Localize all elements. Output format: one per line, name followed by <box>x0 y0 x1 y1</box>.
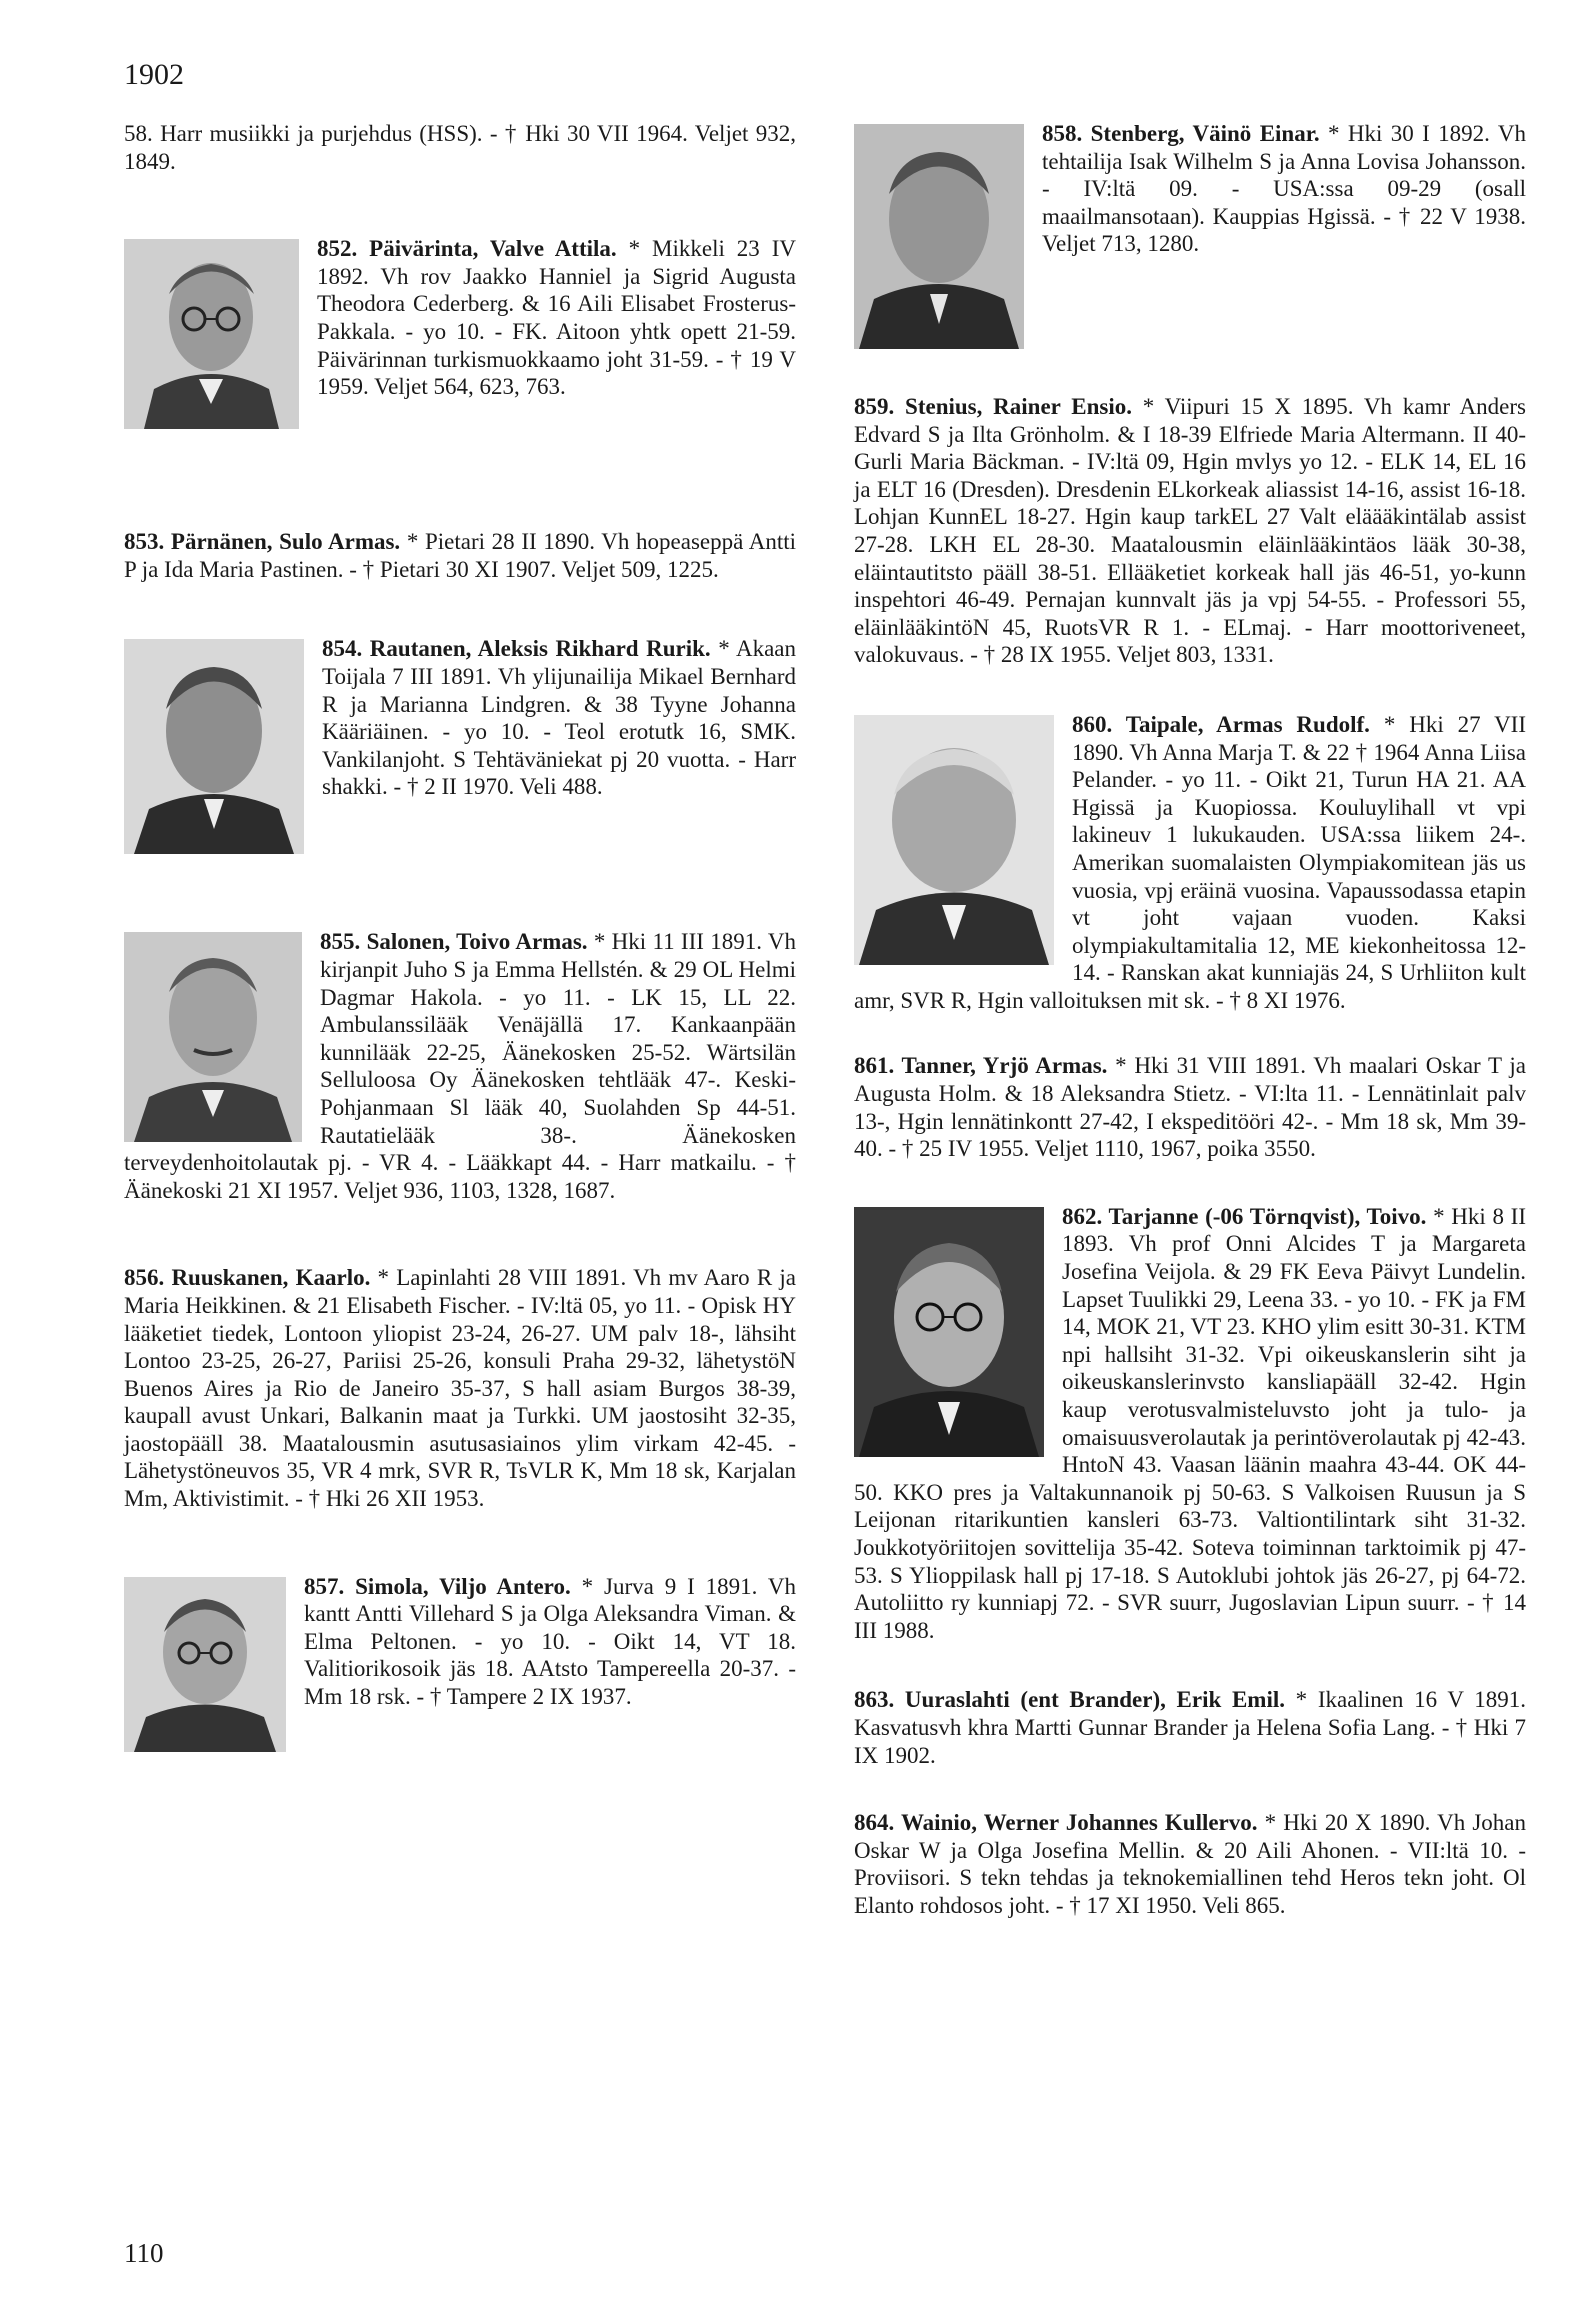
entry-text: * Pietari 28 II 1890. Vh hopeaseppä Antti P ja Ida Maria Pastinen. - † Pietari 30 XI 1907. Veljet 509, 1225. <box>124 529 796 582</box>
portrait-photo <box>854 124 1024 349</box>
portrait-photo <box>124 639 304 854</box>
entry-857 <box>124 1573 796 1756</box>
portrait-photo <box>124 932 302 1142</box>
entry-862 <box>854 1203 1526 1645</box>
entry-855 <box>124 928 796 1204</box>
entry-name: 858. Stenberg, Väinö Einar. <box>1042 121 1320 146</box>
right-column <box>854 120 1526 1920</box>
page-number: 110 <box>124 2238 164 2268</box>
entry-name: 854. Rautanen, Aleksis Rikhard Rurik. <box>322 636 711 662</box>
entry-858 <box>854 120 1526 353</box>
portrait-photo <box>124 1577 286 1752</box>
entry-856 <box>124 1264 796 1512</box>
entry-name: 857. Simola, Viljo Antero. <box>304 1573 571 1599</box>
entry-text: * Hki 27 VII 1890. Vh Anna Marja T. & 22 † 1964 Anna Liisa Pelander. - yo 11. - Oikt 21, Turun HA 21. AA Hgissä ja Kuopiossa. Kouluylihall vt vpi lakineuv 1 lukukauden. USA:ssa liikem 24-. Amerikan suomalaisten Olympiakomitean jäs us vuosia, vpj eräinä vuosina. Vapaussodassa etapin vt joht vajaan vuoden. Kaksi olympiakultamitalia 12, ME kiekonheitossa 12-14. - Ranskan akat kunniajäs 24, S Urhliiton kult amr, SVR R, Hgin valloituksen mit sk. - † 8 XI 1976. <box>854 711 1526 1013</box>
entry-name: 852. Päivärinta, Valve Attila. <box>317 236 617 262</box>
entry-text: * Lapinlahti 28 VIII 1891. Vh mv Aaro R ja Maria Heikkinen. & 21 Elisabeth Fischer. - IV:ltä 05, yo 11. - Opisk HY lääketiet tiedek, Lontoon yliopist 23-24, 26-27. UM palv 18-, lähsiht Lontoo 23-25, 26-27, Pariisi 25-26, konsuli Praha 29-32, lähetystöN Buenos Aires ja Rio de Janeiro 35-37, S hall asiam Burgos 38-39, kaupall avust Unkari, Balkanin maat ja Turkki. UM jaostosiht 32-35, jaostopääll 38. Maatalousmin asutusasiainos ylim virkam 42-45. - Lähetystöneuvos 35, VR 4 mrk, SVR R, TsVLR K, Mm 18 sk, Karjalan Mm, Aktivistimit. - † Hki 26 XII 1953. <box>124 1265 796 1512</box>
entry-text: * Viipuri 15 X 1895. Vh kamr Anders Edvard S ja Ilta Grönholm. & I 18-39 Elfriede Maria Altermann. II 40- Gurli Maria Bäckman. - IV:ltä 09, Hgin mvlys yo 12. - ELK 14, EL 16 ja ELT 16 (Dresden). Dresdenin ELkorkeak aliassist 14-16, assist 16-18. Lohjan KunnEL 18-27. Hgin kaup tarkEL 27 Valt eläääkintälab assist 27-28. LKH EL 28-30. Maatalousmin eläinlääkintäos lääk 30-38, eläintautitsto pääll 38-51. Ellääketiet korkeak hall jäs 46-51, yo-kunn inspehtori 46-49. Pernajan kunnvalt jäs ja vpj 54-55. - Professori 55, eläinlääkintöN 45, RuotsVR R 1. - ELmaj. - Harr moottoriveneet, valokuvaus. - † 28 IX 1955. Veljet 803, 1331. <box>854 394 1526 668</box>
entry-text: * Hki 20 X 1890. Vh Johan Oskar W ja Olga Josefina Mellin. & 20 Aili Ahonen. - VII:ltä 10. - Proviisori. S tekn tehdas ja teknokemiallinen tehd Heros tekn joht. Ol Elanto rohdosos joht. - † 17 XI 1950. Veli 865. <box>854 1810 1526 1918</box>
entry-863 <box>854 1686 1526 1769</box>
entry-text: * Hki 11 III 1891. Vh kirjanpit Juho S ja Emma Hellstén. & 29 OL Helmi Dagmar Hakola. - yo 11. - LK 15, LL 22. Ambulanssilääk Venäjällä 17. Kankaanpään kunnilääk 22-25, Äänekosken 25-52. Wärtsilän Selluloosa Oy Äänekosken tehtlääk 47-. Keski-Pohjanmaan Sl lääk 40, Suolahden Sp 44-51. Rautatielääk 38-. Äänekosken terveydenhoitolautak pj. - VR 4. - Lääkkapt 44. - Harr matkailu. - † Äänekoski 21 XI 1957. Veljet 936, 1103, 1328, 1687. <box>124 929 796 1203</box>
portrait-photo <box>854 715 1054 965</box>
running-head-year: 1902 <box>124 58 184 91</box>
entry-852 <box>124 235 796 433</box>
entry-name: 863. Uuraslahti (ent Brander), Erik Emil. <box>854 1687 1285 1713</box>
entry-859 <box>854 393 1526 669</box>
entry-text: * Mikkeli 23 IV 1892. Vh rov Jaakko Hanniel ja Sigrid Augusta Theodora Cederberg. & 16 Aili Elisabet Frosterus-Pakkala. - yo 10. - FK. Aitoon yhtk opett 21-59. Päivärinnan turkismuokkaamo joht 31-59. - † 19 V 1959. Veljet 564, 623, 763. <box>317 236 796 400</box>
entry-text: 58. Harr musiikki ja purjehdus (HSS). - † Hki 30 VII 1964. Veljet 932, 1849. <box>124 121 796 174</box>
portrait-photo <box>854 1207 1044 1457</box>
entry-text: * Hki 31 VIII 1891. Vh maalari Oskar T ja Augusta Holm. & 18 Aleksandra Stietz. - VI:lta 11. - Lennätinlait palv 13-, Hgin lennätinkontt 27-42, I ekspeditööri 42-. - Mm 18 sk, Mm 39-40. - † 25 IV 1955. Veljet 1110, 1967, poika 3550. <box>854 1053 1526 1162</box>
entry-text: * Akaan Toijala 7 III 1891. Vh ylijunailija Mikael Bernhard R ja Marianna Lindgren. & 38 Tyyne Johanna Kääriäinen. - yo 10. - Teol erotutk 16, SMK. Vankilanjoht. S Tehtäväniekat pj 20 vuotta. - Harr shakki. - † 2 II 1970. Veli 488. <box>322 636 796 800</box>
entry-860 <box>854 711 1526 1015</box>
portrait-photo <box>124 239 299 429</box>
entry-name: 861. Tanner, Yrjö Armas. <box>854 1053 1108 1079</box>
entry-text: * Ikaalinen 16 V 1891. Kasvatusvh khra Martti Gunnar Brander ja Helena Sofia Lang. - † Hki 7 IX 1902. <box>854 1687 1527 1768</box>
entry-name: 860. Taipale, Armas Rudolf. <box>1072 711 1370 737</box>
entry-text: * Jurva 9 I 1891. Vh kantt Antti Villehard S ja Olga Aleksandra Viman. & Elma Peltonen. - yo 10. - Oikt 14, VT 18. Valitiorikosoik jäs 18. AAtsto Tampereella 20-37. - Mm 18 rsk. - † Tampere 2 IX 1937. <box>304 1573 796 1710</box>
entry-861 <box>854 1052 1526 1162</box>
entry-text: * Hki 8 II 1893. Vh prof Onni Alcides T ja Margareta Josefina Veijola. & 29 FK Eeva Päivyt Lundelin. Lapset Tuulikki 29, Leena 33. - yo 10. - FK ja FM 14, MOK 21, VT 23. KHO ylim esitt 30-31. KTM npi hallsiht 31-32. Vpi oikeuskanslerin siht ja oikeuskanslerinvsto kansliapääll 32-42. Hgin kaup verotusvalmisteluvsto joht ja tulo- ja omaisuusverolautak ja perintöverolautak pj 42-43. HntoN 43. Vaasan läänin maahra 43-44. OK 44-50. KKO pres ja Valtakunnanoik pj 50-63. S Valkoisen Ruusun ja S Leijonan ritarikuntien kansleri 63-73. Valtiontilintark siht 31-32. Joukkotyöriitojen sovittelija 35-42. Soteva toiminnan tarktoimik pj 47-53. S Ylioppilask hall pj 17-18. S Autoklubi johtok jäs 26-27, pj 64-72. Autoliitto ry kunniapj 72. - SVR suurr, Jugoslavian Lipun suurr. - † 14 III 1988. <box>854 1203 1526 1643</box>
entry-name: 862. Tarjanne (-06 Törnqvist), Toivo. <box>1062 1203 1427 1229</box>
entry-text: * Hki 30 I 1892. Vh tehtailija Isak Wilhelm S ja Anna Lovisa Johansson. - IV:ltä 09. - USA:ssa 09-29 (osall maailmansotaan). Kauppias Hgissä. - † 22 V 1938. Veljet 713, 1280. <box>1042 121 1527 257</box>
entry-name: 864. Wainio, Werner Johannes Kullervo. <box>854 1810 1258 1836</box>
entry-name: 853. Pärnänen, Sulo Armas. <box>124 529 401 555</box>
entry-864 <box>854 1809 1526 1919</box>
entry-854 <box>124 635 796 858</box>
entry-name: 859. Stenius, Rainer Ensio. <box>854 394 1132 419</box>
entry-name: 856. Ruuskanen, Kaarlo. <box>124 1265 371 1291</box>
left-column <box>124 120 796 1756</box>
entry-853 <box>124 528 796 583</box>
entry-58-continuation <box>124 120 796 175</box>
entry-name: 855. Salonen, Toivo Armas. <box>320 929 588 955</box>
